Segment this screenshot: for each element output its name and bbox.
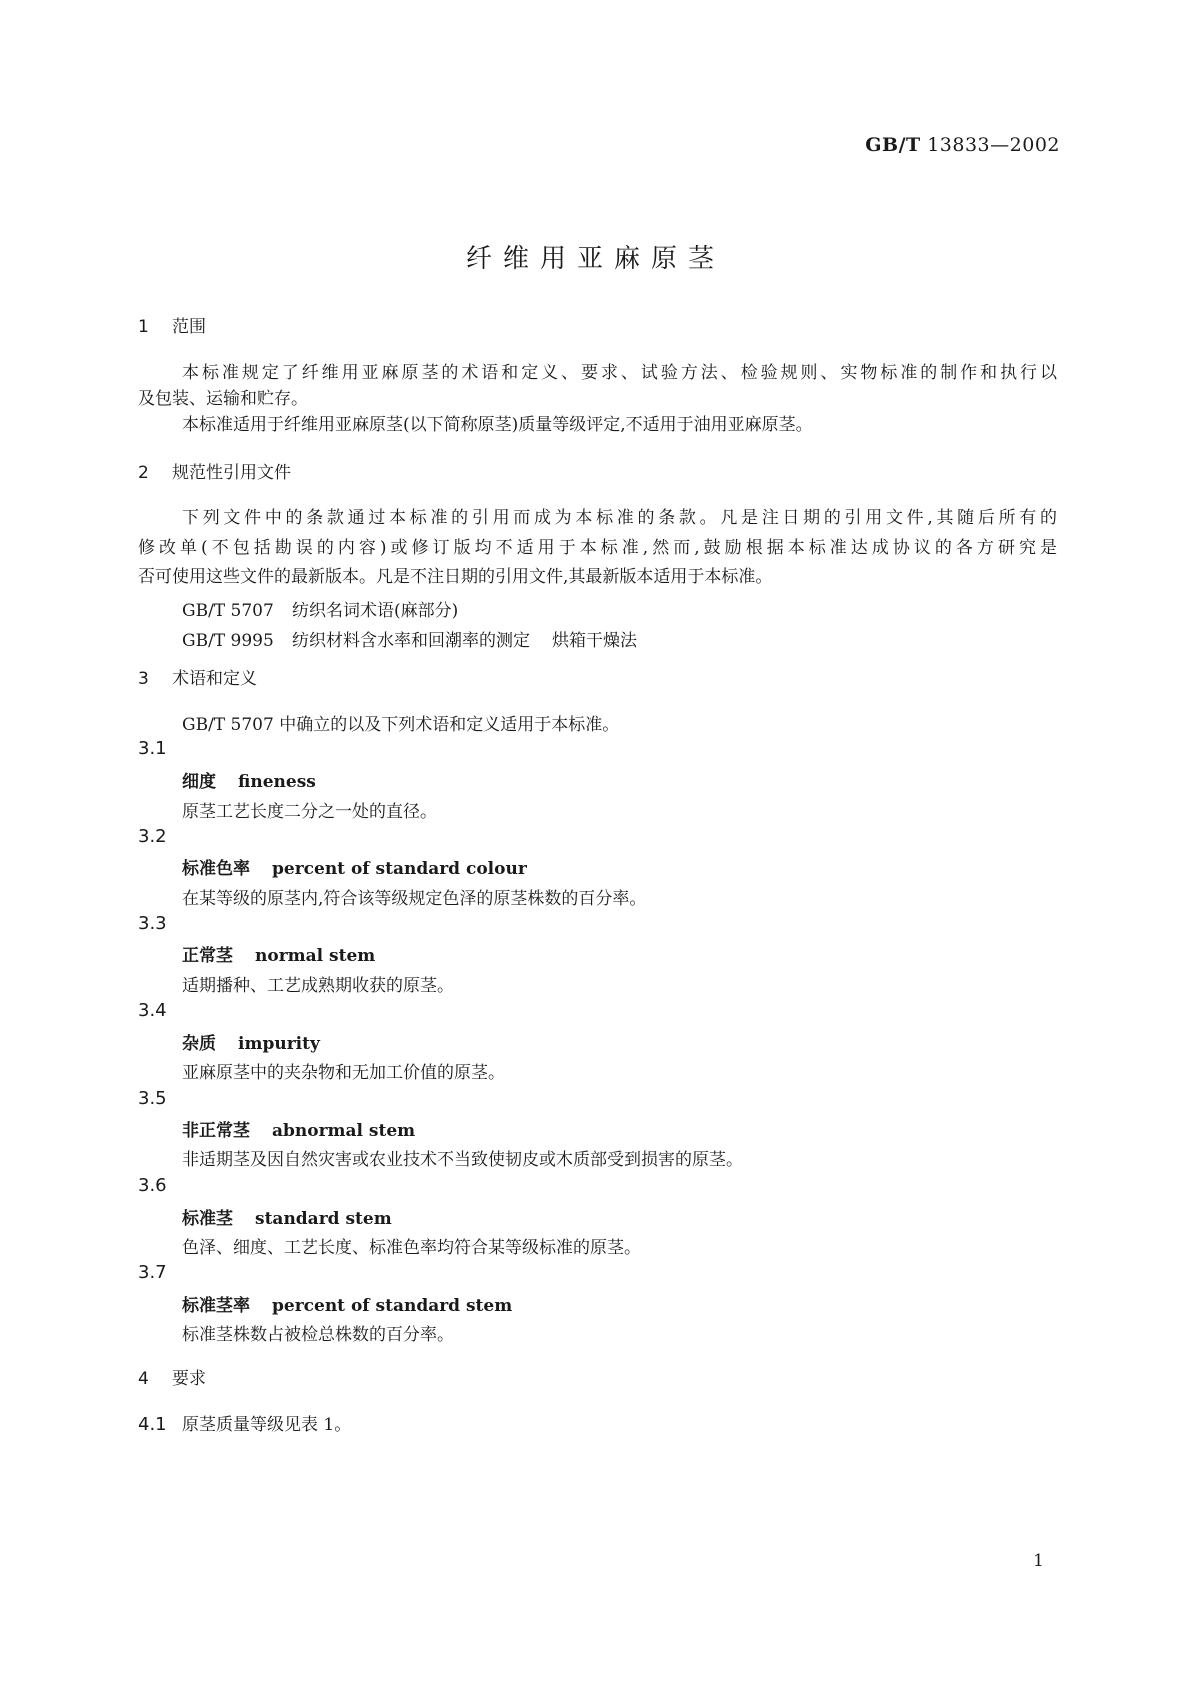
section-title: 规范性引用文件 xyxy=(172,463,291,483)
term-english: standard stem xyxy=(255,1209,392,1229)
term-heading xyxy=(182,1204,392,1229)
term-chinese: 标准茎 xyxy=(182,1209,233,1229)
section-number: 4 xyxy=(138,1369,149,1389)
reference-title-method: 烘箱干燥法 xyxy=(552,631,637,651)
section-4-heading xyxy=(138,1364,206,1389)
clause-4-1 xyxy=(138,1410,351,1435)
section-1-paragraph-1-line-2: 及包装、运输和贮存。 xyxy=(138,389,308,409)
term-chinese: 非正常茎 xyxy=(182,1121,250,1141)
clause-number: 3.7 xyxy=(138,1262,167,1283)
term-definition: 亚麻原茎中的夹杂物和无加工价值的原茎。 xyxy=(182,1063,505,1083)
term-english: percent of standard stem xyxy=(272,1296,513,1316)
section-number: 1 xyxy=(138,317,149,337)
section-title: 要求 xyxy=(172,1369,206,1389)
section-2-paragraph-line-1: 下列文件中的条款通过本标准的引用而成为本标准的条款。凡是注日期的引用文件,其随后所有的 xyxy=(182,508,1057,528)
term-chinese: 标准茎率 xyxy=(182,1296,250,1316)
term-english: normal stem xyxy=(255,946,376,966)
term-heading xyxy=(182,1116,415,1141)
term-english: percent of standard colour xyxy=(272,859,527,879)
clause-number: 3.1 xyxy=(138,738,167,759)
clause-number: 3.5 xyxy=(138,1088,167,1109)
term-english: abnormal stem xyxy=(272,1121,416,1141)
term-definition: 适期播种、工艺成熟期收获的原茎。 xyxy=(182,976,454,996)
reference-item xyxy=(182,626,637,651)
term-chinese: 正常茎 xyxy=(182,946,233,966)
term-english: impurity xyxy=(238,1034,320,1054)
standard-number: 13833—2002 xyxy=(927,134,1060,156)
term-english: fineness xyxy=(238,772,316,792)
document-title: 纤维用亚麻原茎 xyxy=(465,244,725,274)
section-title: 术语和定义 xyxy=(172,669,257,689)
standard-prefix: GB/T xyxy=(865,134,921,156)
page-number: 1 xyxy=(1033,1551,1044,1571)
term-definition: 原茎工艺长度二分之一处的直径。 xyxy=(182,802,437,822)
reference-title: 纺织名词术语(麻部分) xyxy=(292,601,459,621)
term-definition: 标准茎株数占被检总株数的百分率。 xyxy=(182,1325,454,1345)
term-heading xyxy=(182,854,527,879)
clause-number: 4.1 xyxy=(138,1414,167,1435)
section-2-paragraph-line-2: 修改单(不包括勘误的内容)或修订版均不适用于本标准,然而,鼓励根据本标准达成协议的各方研究是 xyxy=(138,538,1057,558)
term-chinese: 细度 xyxy=(182,772,216,792)
section-2-heading xyxy=(138,458,291,483)
reference-item xyxy=(182,596,458,621)
reference-title: 纺织材料含水率和回潮率的测定 xyxy=(292,631,530,651)
reference-code: GB/T 5707 xyxy=(182,601,274,621)
term-definition: 色泽、细度、工艺长度、标准色率均符合某等级标准的原茎。 xyxy=(182,1238,641,1258)
clause-number: 3.3 xyxy=(138,913,167,934)
section-1-paragraph-1-line-1: 本标准规定了纤维用亚麻原茎的术语和定义、要求、试验方法、检验规则、实物标准的制作和执行以 xyxy=(182,363,1057,383)
section-1-paragraph-2: 本标准适用于纤维用亚麻原茎(以下简称原茎)质量等级评定,不适用于油用亚麻原茎。 xyxy=(182,415,813,435)
clause-number: 3.2 xyxy=(138,826,167,847)
term-chinese: 标准色率 xyxy=(182,859,250,879)
section-1-heading xyxy=(138,312,206,337)
term-heading xyxy=(182,767,316,792)
term-heading xyxy=(182,1029,320,1054)
term-heading xyxy=(182,1291,512,1316)
clause-number: 3.4 xyxy=(138,1000,167,1021)
section-number: 3 xyxy=(138,669,149,689)
term-definition: 在某等级的原茎内,符合该等级规定色泽的原茎株数的百分率。 xyxy=(182,889,647,909)
term-heading xyxy=(182,941,375,966)
reference-code: GB/T 9995 xyxy=(182,631,274,651)
section-2-paragraph-line-3: 否可使用这些文件的最新版本。凡是不注日期的引用文件,其最新版本适用于本标准。 xyxy=(138,567,773,587)
section-3-intro: GB/T 5707 中确立的以及下列术语和定义适用于本标准。 xyxy=(182,715,620,735)
clause-number: 3.6 xyxy=(138,1175,167,1196)
section-title: 范围 xyxy=(172,317,206,337)
section-number: 2 xyxy=(138,463,149,483)
section-3-heading xyxy=(138,664,257,689)
term-chinese: 杂质 xyxy=(182,1034,216,1054)
clause-text: 原茎质量等级见表 1。 xyxy=(182,1415,352,1435)
standard-code xyxy=(865,134,1060,156)
term-definition: 非适期茎及因自然灾害或农业技术不当致使韧皮或木质部受到损害的原茎。 xyxy=(182,1150,743,1170)
